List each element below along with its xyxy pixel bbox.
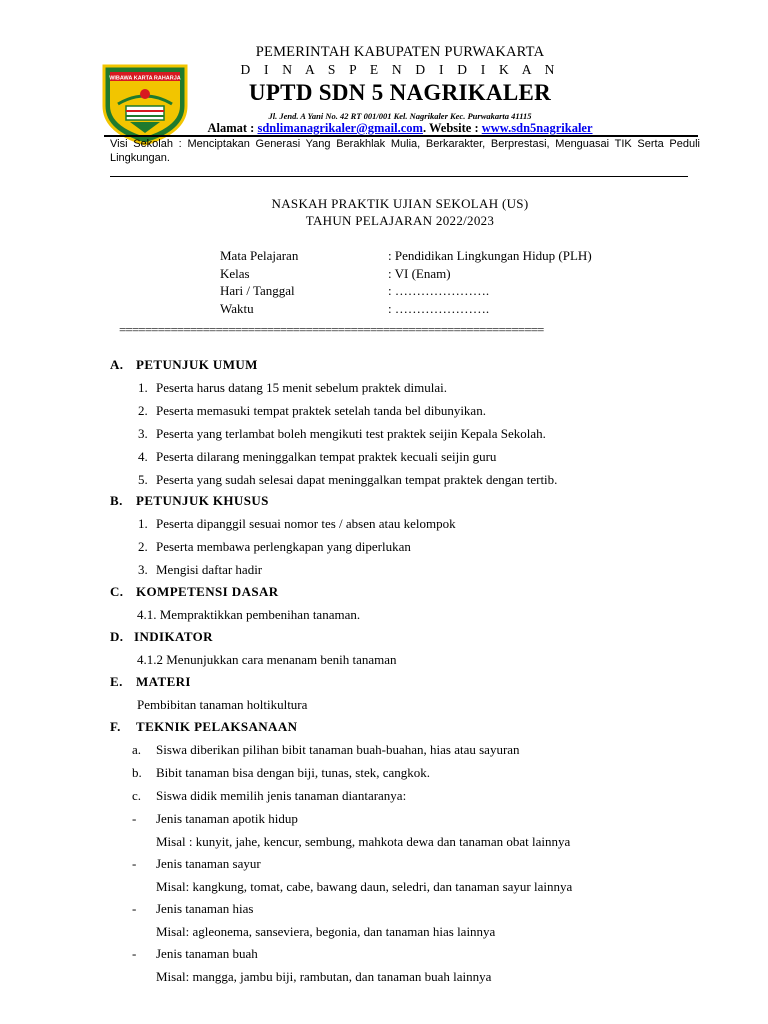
section-heading-d: D. INDIKATOR: [110, 629, 213, 644]
info-row-time: [220, 301, 592, 319]
plant-type-item: - Jenis tanaman sayur: [132, 856, 261, 871]
government-name: PEMERINTAH KABUPATEN PURWAKARTA: [255, 44, 545, 60]
double-line-separator: ==================================================================: [119, 322, 544, 337]
info-value: : VI (Enam): [388, 265, 451, 281]
section-text: 4.1.2 Menunjukkan cara menanam benih tanaman: [137, 652, 397, 667]
plant-type-example: Misal : kunyit, jahe, kencur, sembung, mahkota dewa dan tanaman obat lainnya: [156, 834, 571, 849]
website-label: . Website :: [422, 121, 482, 135]
info-value: : Pendidikan Lingkungan Hidup (PLH): [388, 248, 592, 263]
plant-type-item: - Jenis tanaman hias: [132, 901, 254, 916]
list-item: 4. Peserta dilarang meninggalkan tempat praktek kecuali seijin guru: [138, 449, 497, 464]
academic-year: TAHUN PELAJARAN 2022/2023: [305, 213, 495, 228]
school-name: UPTD SDN 5 NAGRIKALER: [248, 80, 552, 105]
contact-line: [160, 121, 640, 136]
info-value: : ………………….: [388, 283, 490, 298]
school-vision: Visi Sekolah : Menciptakan Generasi Yang Berakhlak Mulia, Berkarakter, Berprestasi, Menguasai TIK Serta Peduli Lingkungan.: [110, 138, 700, 164]
plant-type-example: Misal: agleonema, sanseviera, begonia, dan tanaman hias lainnya: [156, 924, 496, 939]
agency-name: D I N A S P E N D I D I K A N: [240, 62, 560, 77]
alamat-label: Alamat :: [207, 121, 258, 135]
vision-divider: [110, 176, 688, 177]
info-label: Hari / Tanggal: [220, 283, 295, 298]
list-item: b. Bibit tanaman bisa dengan biji, tunas, stek, cangkok.: [132, 765, 431, 780]
plant-type-item: - Jenis tanaman apotik hidup: [132, 811, 298, 826]
info-label: Mata Pelajaran: [220, 248, 299, 263]
list-item: a. Siswa diberikan pilihan bibit tanaman buah-buahan, hias atau sayuran: [132, 742, 520, 757]
list-item: c. Siswa didik memilih jenis tanaman diantaranya:: [132, 788, 407, 803]
section-text: Pembibitan tanaman holtikultura: [137, 697, 308, 712]
info-row-subject: [220, 248, 592, 266]
svg-text:WIBAWA KARTA RAHARJA: WIBAWA KARTA RAHARJA: [109, 75, 181, 82]
plant-type-item: - Jenis tanaman buah: [132, 946, 258, 961]
exam-info: [220, 248, 592, 318]
section-heading-c: C. KOMPETENSI DASAR: [110, 584, 279, 599]
document-title: NASKAH PRAKTIK UJIAN SEKOLAH (US): [271, 196, 529, 211]
info-value: : ………………….: [388, 300, 490, 316]
list-item: 2. Peserta membawa perlengkapan yang diperlukan: [138, 539, 411, 554]
school-address: Jl. Jend. A Yani No. 42 RT 001/001 Kel. Nagrikaler Kec. Purwakarta 41115: [268, 111, 532, 121]
plant-type-example: Misal: kangkung, tomat, cabe, bawang daun, seledri, dan tanaman sayur lainnya: [156, 879, 573, 894]
section-heading-b: B. PETUNJUK KHUSUS: [110, 493, 269, 508]
info-label: Waktu: [220, 300, 254, 316]
info-row-date: [220, 283, 592, 301]
list-item: 2. Peserta memasuki tempat praktek setelah tanda bel dibunyikan.: [138, 403, 486, 418]
section-heading-f: F. TEKNIK PELAKSANAAN: [110, 719, 298, 734]
list-item: 3. Mengisi daftar hadir: [138, 562, 263, 577]
section-heading-a: A. PETUNJUK UMUM: [110, 357, 258, 372]
list-item: 5. Peserta yang sudah selesai dapat meninggalkan tempat praktek dengan tertib.: [138, 472, 558, 487]
website-link[interactable]: www.sdn5nagrikaler: [481, 121, 593, 135]
plant-type-example: Misal: mangga, jambu biji, rambutan, dan tanaman buah lainnya: [156, 969, 492, 984]
section-text: 4.1. Mempraktikkan pembenihan tanaman.: [137, 607, 361, 622]
info-label: Kelas: [220, 265, 250, 281]
info-row-class: [220, 266, 592, 284]
section-heading-e: E. MATERI: [110, 674, 191, 689]
list-item: 3. Peserta yang terlambat boleh mengikuti test praktek seijin Kepala Sekolah.: [138, 426, 546, 441]
list-item: 1. Peserta dipanggil sesuai nomor tes / absen atau kelompok: [138, 516, 456, 531]
list-item: 1. Peserta harus datang 15 menit sebelum praktek dimulai.: [138, 380, 447, 395]
email-link[interactable]: sdnlimanagrikaler@gmail.com: [257, 121, 423, 135]
